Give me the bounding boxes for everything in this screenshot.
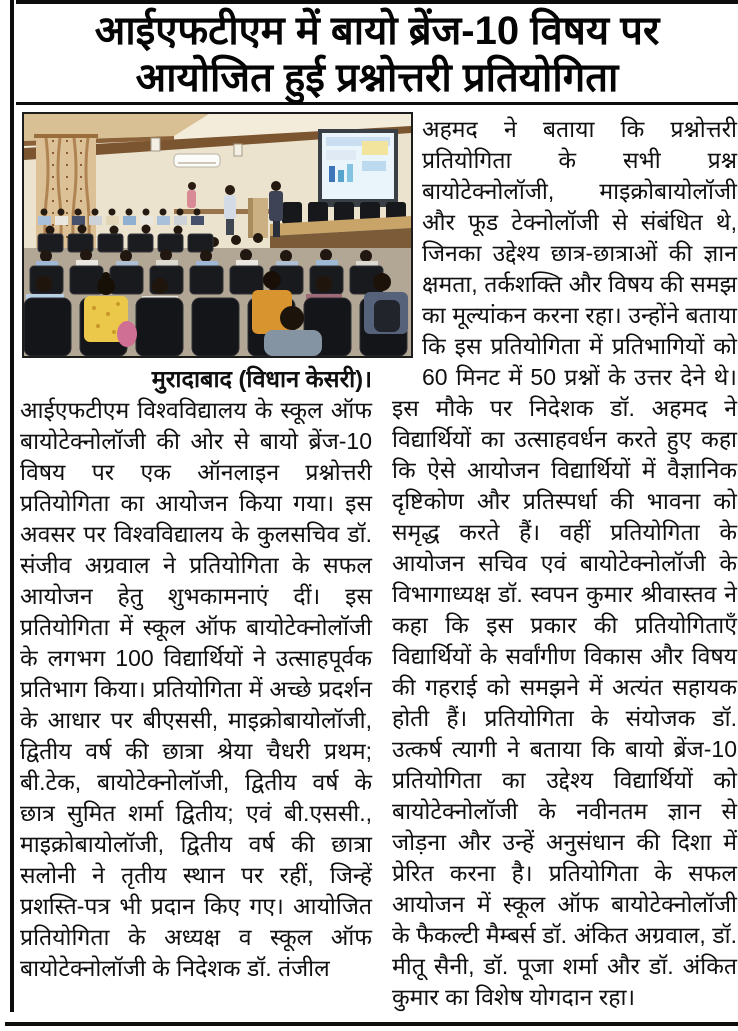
dateline: मुरादाबाद (विधान केसरी)। — [151, 366, 372, 392]
right-column-text: अहमद ने बताया कि प्रश्नोत्तरी प्रतियोगिता के सभी प्रश्न बायोटेक्नोलॉजी, माइक्रोबायोलॉजी और फूड टेक्नोलॉजी से संबंधित थे, जिनका उद्देश्य छात्र-छात्राओं की ज्ञान क्षमता, तर्कशक्ति और विषय की समझ का मूल्यांकन करना रहा। उन्होंने बताया कि इस प्रतियोगिता में प्रतिभागियों को 60 मिनट में 50 प्रश्नों के उत्तर देने थे। इस मौके पर निदेशक डॉ. अहमद ने विद्यार्थियों का उत्साहवर्धन करते हुए कहा कि ऐसे आयोजन विद्यार्थियों में वैज्ञानिक दृष्टिकोण और प्रतिस्पर्धा की भावना को समृद्ध करते हैं। वहीं प्रतियोगिता के आयोजन सचिव एवं बायोटेक्नोलॉजी के विभागाध्यक्ष डॉ. स्वपन कुमार श्रीवास्तव ने कहा कि इस प्रकार की प्रतियोगिताएँ विद्यार्थियों के सर्वांगीण विकास और विषय की गहराई को समझने में अत्यंत सहायक होती हैं। प्रतियोगिता के संयोजक डॉ. उत्कर्ष त्यागी ने बताया कि बायो ब्रेंज-10 प्रतियोगिता का उद्देश्य विद्यार्थियों को बायोटेक्नोलॉजी के नवीनतम ज्ञान से जोड़ना और उन्हें अनुसंधान की दिशा में प्रेरित करना है। प्रतियोगिता के सफल आयोजन में स्कूल ऑफ बायोटेक्नोलॉजी के फैकल्टी मैम्बर्स डॉ. अंकित अग्रवाल, डॉ. मीतू सैनी, डॉ. पूजा शर्मा और डॉ. अंकित कुमार का विशेष योगदान रहा। — [392, 116, 737, 1010]
wall-speaker-right — [234, 144, 242, 156]
headline-line-1: आईएफटीएम में बायो ब्रेंज-10 विषय पर — [94, 9, 660, 53]
right-column — [392, 114, 737, 1013]
headline-separator-rule — [16, 102, 738, 105]
left-column — [20, 364, 372, 984]
bottom-border-rule — [5, 1022, 738, 1026]
projection-screen — [318, 129, 398, 207]
left-column-text: आईएफटीएम विश्वविद्यालय के स्कूल ऑफ बायोटेक्नोलॉजी की ओर से बायो ब्रेंज-10 विषय पर एक ऑनलाइन प्रश्नोत्तरी प्रतियोगिता का आयोजन किया गया। इस अवसर पर विश्वविद्यालय के कुलसचिव डॉ. संजीव अग्रवाल ने प्रतियोगिता के सफल आयोजन हेतु शुभकामनाएं दीं। इस प्रतियोगिता में स्कूल ऑफ बायोटेक्नोलॉजी के लगभग 100 विद्यार्थियों ने उत्साहपूर्वक प्रतिभाग किया। प्रतियोगिता में अच्छे प्रदर्शन के आधार पर बीएससी, माइक्रोबायोलॉजी, द्वितीय वर्ष की छात्रा श्रेया चैधरी प्रथम; बी.टेक, बायोटेक्नोलॉजी, द्वितीय वर्ष के छात्र सुमित शर्मा द्वितीय; एवं बी.एससी., माइक्रोबायोलॉजी, द्वितीय वर्ष की छात्रा सलोनी ने तृतीय स्थान पर रहीं, जिन्हें प्रशस्ति-पत्र भी प्रदान किए गए। आयोजित प्रतियोगिता के अध्यक्ष व स्कूल ऑफ बायोटेक्नोलॉजी के निदेशक डॉ. तंजील — [20, 397, 372, 981]
wall-speaker-left — [151, 138, 160, 151]
left-border-rule — [10, 0, 14, 1012]
photo-wrap-spacer — [392, 114, 422, 386]
photo-illustration — [24, 114, 411, 356]
news-photo — [22, 112, 413, 358]
ac-unit — [174, 154, 220, 167]
top-border-rule — [16, 0, 738, 4]
headline-line-2: आयोजित हुई प्रश्नोत्तरी प्रतियोगिता — [135, 56, 619, 100]
podium — [248, 198, 268, 238]
article-headline — [30, 8, 724, 102]
